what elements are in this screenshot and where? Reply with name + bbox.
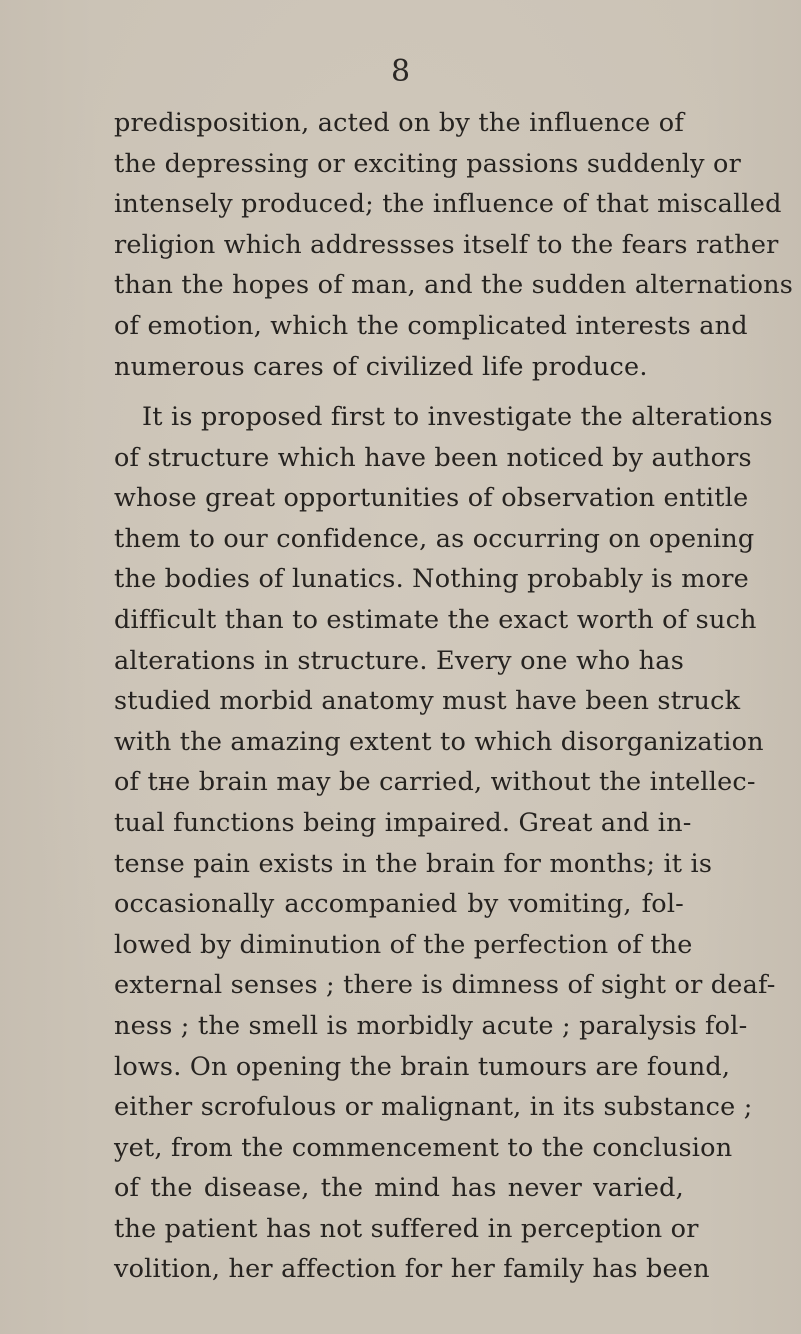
- text-line: volition, her affection for her family has been: [114, 1254, 710, 1285]
- text-line: yet, from the commencement to the conclusion: [114, 1132, 733, 1163]
- text-line: ness ; the smell is morbidly acute ; paralysis fol-: [114, 1010, 748, 1041]
- text-line: studied morbid anatomy must have been struck: [114, 686, 741, 717]
- text-line: of structure which have been noticed by authors: [114, 442, 752, 473]
- text-line: external senses ; there is dimness of sight or deaf-: [114, 970, 776, 1001]
- text-line: numerous cares of civilized life produce.: [114, 351, 648, 382]
- text-line: the depressing or exciting passions suddenly or: [114, 148, 741, 179]
- text-line: of the disease, the mind has never varied,: [114, 1173, 684, 1204]
- page-number: 8: [390, 54, 411, 89]
- text-line: with the amazing extent to which disorganization: [114, 726, 764, 757]
- text-line: difficult than to estimate the exact worth of such: [114, 604, 757, 635]
- text-line: lowed by diminution of the perfection of the: [114, 929, 693, 960]
- paragraph-2: [114, 397, 776, 1290]
- text-line: intensely produced; the influence of that miscalled: [114, 189, 782, 220]
- text-line: predisposition, acted on by the influence of: [114, 108, 684, 138]
- text-line: occasionally accompanied by vomiting, fol-: [114, 889, 684, 920]
- text-line: of emotion, which the complicated interests and: [114, 310, 748, 341]
- text-line: It is proposed first to investigate the alterations: [142, 402, 773, 432]
- text-line: them to our confidence, as occurring on opening: [114, 523, 755, 554]
- text-line: alterations in structure. Every one who has: [114, 645, 684, 676]
- text-line: lows. On opening the brain tumours are found,: [114, 1051, 731, 1082]
- text-line: whose great opportunities of observation entitle: [114, 483, 749, 514]
- text-line: religion which addressses itself to the fears rather: [114, 229, 779, 260]
- text-line: either scrofulous or malignant, in its substance ;: [114, 1092, 753, 1123]
- text-line: of tне brain may be carried, without the intellec-: [114, 767, 756, 798]
- text-line: tense pain exists in the brain for months; it is: [114, 848, 713, 879]
- text-line: the bodies of lunatics. Nothing probably is more: [114, 564, 749, 595]
- text-line: the patient has not suffered in perception or: [114, 1213, 699, 1244]
- paragraph-1: [114, 103, 794, 387]
- text-line: tual functions being impaired. Great and in-: [114, 807, 692, 838]
- text-line: than the hopes of man, and the sudden alternations: [114, 270, 794, 301]
